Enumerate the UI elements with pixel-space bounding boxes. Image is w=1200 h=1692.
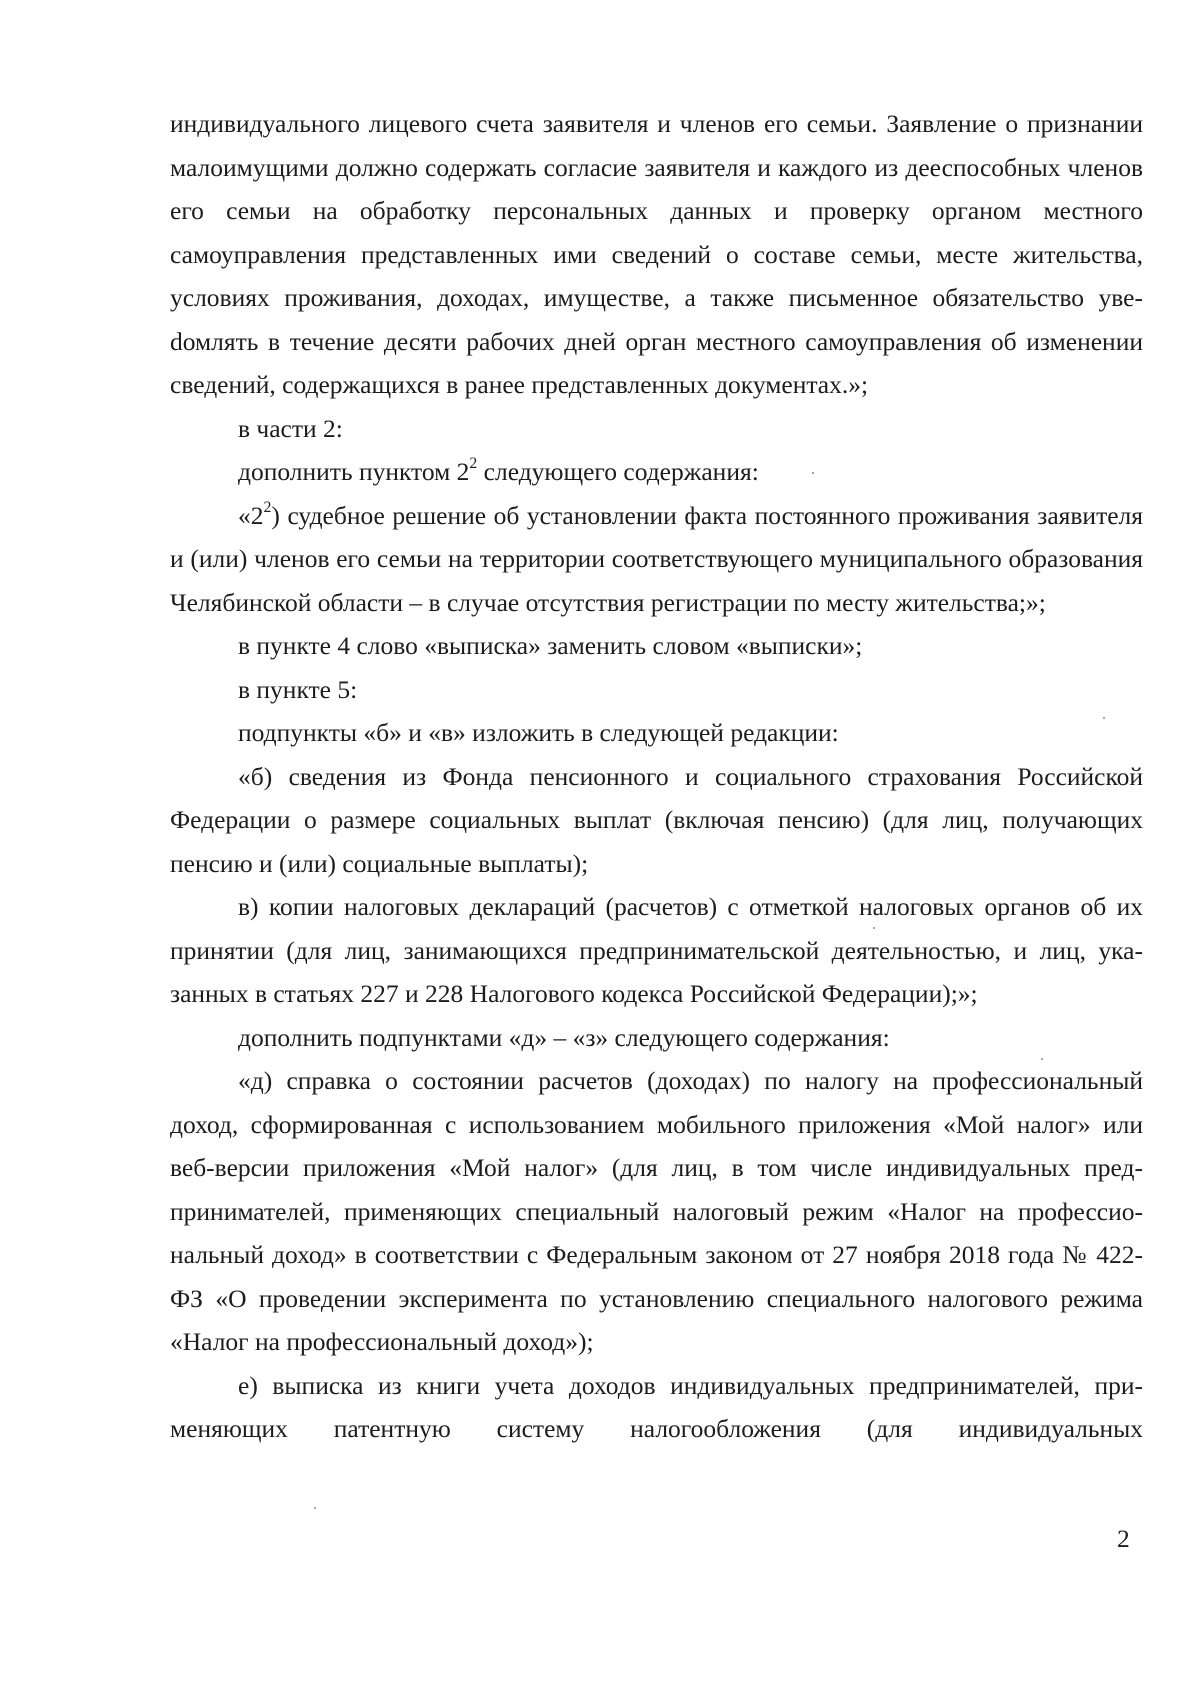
scan-speck <box>314 1507 316 1509</box>
text-run: «2 <box>238 500 264 530</box>
scan-speck <box>812 472 814 474</box>
paragraph-subpoint-v: в) копии налоговых деклараций (расчетов) с отметкой налоговых органов об их принятии (для лиц, занимающихся предпринимательской деятельностью, и лиц, указанных в статьях 227 и 228 Налогового кодекса Российской Федерации);»; <box>170 892 1143 1008</box>
superscript: 2 <box>469 455 478 473</box>
paragraph-add-subpoints-d-z: дополнить подпунктами «д» – «з» следующего содержания: <box>238 1022 890 1052</box>
paragraph-point-2-2-text <box>170 494 1143 625</box>
paragraph-subpoint-d: «д) справка о состоянии расчетов (доходах) по налогу на профессиональный доход, сформированная с использованием мобильного приложения «Мой налог» или веб-версии приложения «Мой налог» (для лиц, в том числе индивидуальных предпринимателей, применяющих специальный налоговый режим «Налог на профессиональный доход» в соответствии с Федеральным законом от 27 ноября 2018 года № 422-ФЗ «О проведении эксперимента по установлению специального налогового режима «Налог на профессиональный доход»); <box>170 1066 1143 1356</box>
paragraph-application-continuation: индивидуального лицевого счета заявителя и членов его семьи. Заявление о признании малоимущими должно содержать согласие заявителя и каждого из дееспособных членов его семьи на обработку персональных данных и проверку органом местного самоуправления представленных ими сведений о составе семьи, месте жительства, условиях проживания, доходах, имуществе, а также письменное обязательство увеdомлять в течение десяти рабочих дней орган местного самоуправления об изменении сведений, содержащихся в ранее представленных документах.»; <box>170 109 1143 399</box>
scan-speck <box>1103 717 1105 719</box>
scan-speck <box>1041 1058 1043 1060</box>
paragraph-subpoint-b: «б) сведения из Фонда пенсионного и социального страхования Российской Федерации о размере социальных выплат (включая пенсию) (для лиц, получающих пенсию и (или) социальные выплаты); <box>170 761 1143 878</box>
paragraph-subpoints-b-v: подпункты «б» и «в» изложить в следующей редакции: <box>238 718 839 747</box>
text-run: дополнить пунктом 2 <box>238 457 470 486</box>
paragraph-point-4-replace: в пункте 4 слово «выписка» заменить словом «выписки»; <box>238 631 863 660</box>
paragraph-add-point-2-2 <box>170 450 1143 494</box>
scan-speck <box>873 927 875 929</box>
superscript: 2 <box>263 498 272 516</box>
paragraph-point-5: в пункте 5: <box>238 674 358 704</box>
paragraph-subpoint-e: е) выписка из книги учета доходов индивидуальных предпринимателей, применяющих патентную систему налогообложения (для индивидуальных <box>170 1370 1143 1443</box>
page-number: 2 <box>1117 1524 1130 1553</box>
document-body <box>170 102 1143 1451</box>
paragraph-part-2: в части 2: <box>238 413 343 443</box>
text-run: следующего содержания: <box>477 457 759 486</box>
text-run: ) судебное решение об установлении факта постоянного проживания заявителя и (или) членов его семьи на территории соответствующего муниципального образования Челябинской области – в случае отсутствия регистрации по месту жительства;»; <box>170 500 1143 617</box>
